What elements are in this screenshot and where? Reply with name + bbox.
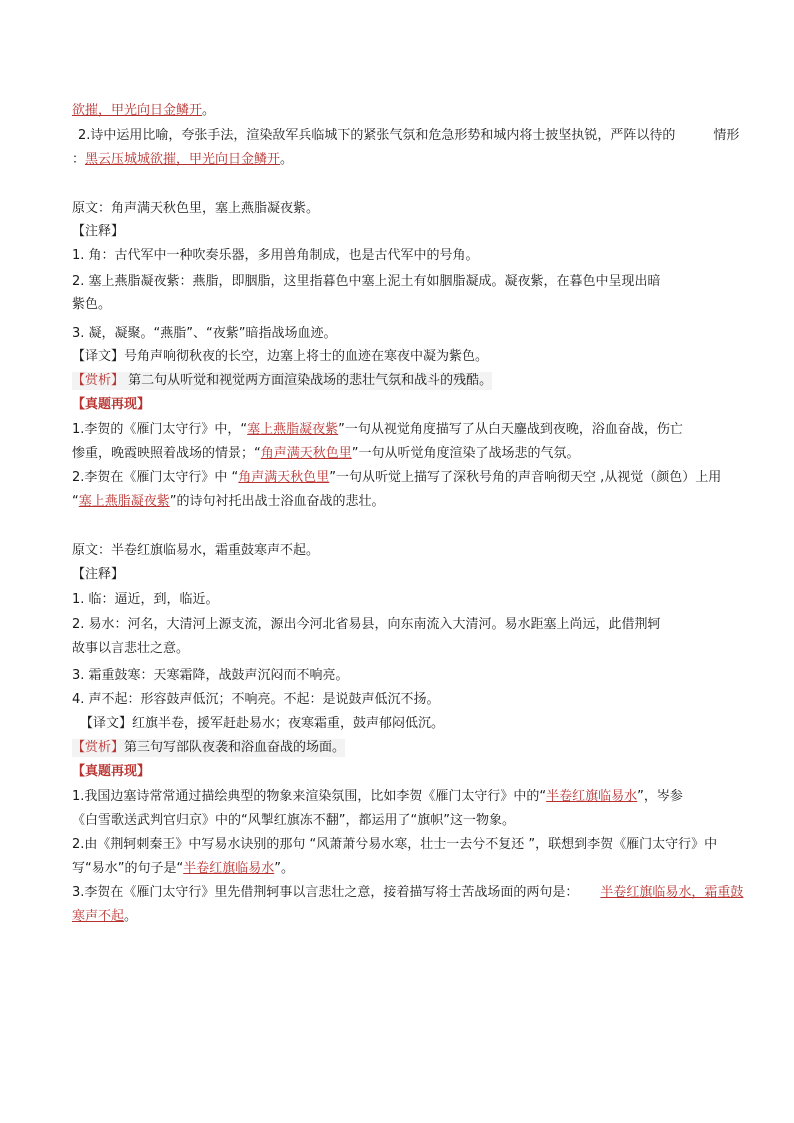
- exam-question: 2.由《荆轲刺秦王》中写易水诀别的那句 “风萧萧兮易水寒，壮士一去兮不复还 ”，联想到李贺《雁门太守行》中: [72, 837, 718, 852]
- exam-heading: 【真题再现】: [72, 764, 151, 779]
- translation: 【译文】号角声响彻秋夜的长空，边塞上将士的血迹在寒夜中凝为紫色。: [72, 349, 489, 364]
- exam-question: 1.李贺的《雁门太守行》中，“塞上燕脂凝夜紫”一句从视觉角度描写了从白天鏖战到夜晚，浴血奋战，伤亡: [72, 422, 683, 437]
- exam-question-cont: 《白雪歌送武判官归京》中的“风掣红旗冻不翻”，都运用了“旗帜”这一物象。: [72, 813, 515, 828]
- note-item: 3. 霜重鼓寒：天寒霜降，战鼓声沉闷而不响亮。: [72, 668, 349, 683]
- answer-text: 半卷红旗临易水，霜重鼓: [600, 885, 744, 900]
- exam-question-cont: “塞上燕脂凝夜紫”的诗句衬托出战士浴血奋战的悲壮。: [72, 494, 385, 509]
- exam-question: 2.李贺在《雁门太守行》中 “角声满天秋色里”一句从听觉上描写了深秋号角的声音响彻天空 ,从视觉（颜色）上用: [72, 470, 722, 485]
- appreciation: 【赏析】第三句写部队夜袭和浴血奋战的场面。: [72, 740, 346, 755]
- note-item: 2. 塞上燕脂凝夜紫：燕脂，即胭脂，这里指暮色中塞上泥土有如胭脂凝成。凝夜紫，在暮色中呈现出暗: [72, 274, 661, 289]
- notes-heading: 【注释】: [72, 224, 125, 239]
- answer-text: 欲摧，甲光向日金鳞开: [72, 103, 203, 118]
- appreciation-label: 【赏析】: [72, 373, 125, 388]
- note-item: 1. 角：古代军中一种吹奏乐器，多用兽角制成，也是古代军中的号角。: [72, 248, 479, 263]
- answer-line: 欲摧，甲光向日金鳞开。: [72, 103, 216, 118]
- note-item: 2. 易水：河名，大清河上源支流，源出今河北省易县，向东南流入大清河。易水距塞上尚远，此借荆轲: [72, 617, 661, 632]
- note-item: 4. 声不起：形容鼓声低沉；不响亮。不起：是说鼓声低沉不扬。: [72, 692, 440, 707]
- exam-heading: 【真题再现】: [72, 397, 151, 412]
- original-text: 原文：角声满天秋色里，塞上燕脂凝夜紫。: [72, 201, 320, 216]
- exam-question-cont: 寒声不起。: [72, 909, 138, 924]
- original-text: 原文：半卷红旗临易水，霜重鼓寒声不起。: [72, 543, 320, 558]
- answer-text: 塞上燕脂凝夜紫: [247, 422, 339, 437]
- answer-text: 寒声不起: [72, 909, 125, 924]
- appreciation-label: 【赏析】: [72, 740, 125, 755]
- answer-text: 塞上燕脂凝夜紫: [78, 494, 170, 509]
- appreciation: 【赏析】 第二句从听觉和视觉两方面渲染战场的悲壮气氛和战斗的残酷。: [72, 373, 493, 388]
- note-item-cont: 故事以言悲壮之意。: [72, 641, 190, 656]
- note-item: 3. 凝，凝聚。“燕脂”、“夜紫”暗指战场血迹。: [72, 326, 337, 341]
- question-line: 2.诗中运用比喻，夸张手法，渲染敌军兵临城下的紧张气氛和危急形势和城内将士披坚执锐，严阵以待的 情形: [78, 128, 740, 143]
- exam-question-cont: 惨重，晚霞映照着战场的情景；“角声满天秋色里”一句从听觉角度渲染了战场悲的气氛。: [72, 446, 580, 461]
- answer-text: 角声满天秋色里: [260, 446, 352, 461]
- answer-text: 黑云压城城欲摧，甲光向日金鳞开: [85, 152, 281, 167]
- note-item-cont: 紫色。: [72, 297, 112, 312]
- exam-question-cont: 写“易水”的句子是“半卷红旗临易水”。: [72, 861, 294, 876]
- notes-heading: 【注释】: [72, 567, 125, 582]
- answer-text: 半卷红旗临易水: [183, 861, 275, 876]
- note-item: 1. 临：逼近，到，临近。: [72, 592, 219, 607]
- answer-text: 角声满天秋色里: [238, 470, 330, 485]
- answer-line: ：黑云压城城欲摧，甲光向日金鳞开。: [72, 152, 294, 167]
- translation: 【译文】红旗半卷，援军赶赴易水；夜寒霜重，鼓声郁闷低沉。: [80, 716, 445, 731]
- exam-question: 3.李贺在《雁门太守行》里先借荆轲事以言悲壮之意，接着描写将士苦战场面的两句是： 半卷红旗临易水，霜重鼓: [72, 885, 744, 900]
- answer-text: 半卷红旗临易水: [546, 789, 638, 804]
- exam-question: 1.我国边塞诗常常通过描绘典型的物象来渲染氛围，比如李贺《雁门太守行》中的“半卷红旗临易水”，岑参: [72, 789, 683, 804]
